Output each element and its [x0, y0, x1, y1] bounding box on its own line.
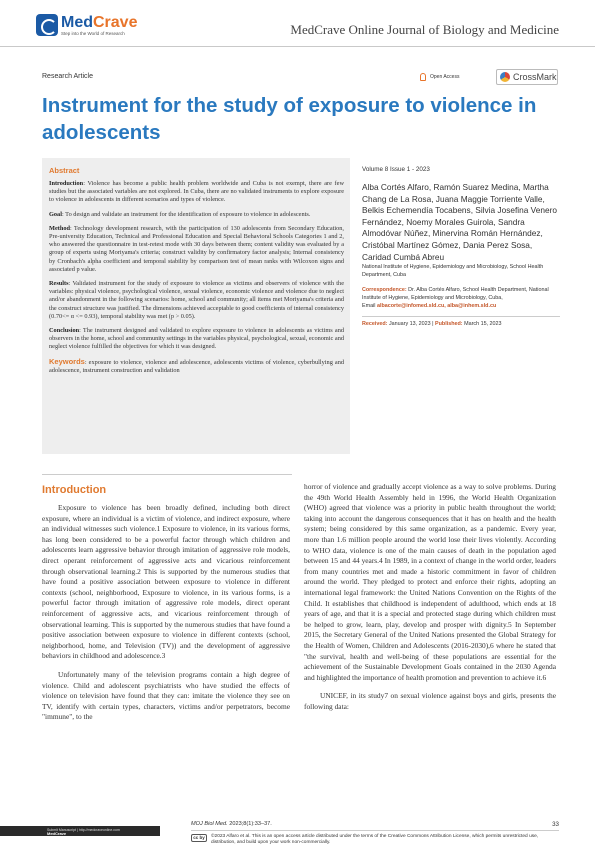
journal-name: MedCrave Online Journal of Biology and Medicine	[290, 22, 559, 37]
correspondence: Correspondence: Dr. Alba Cortés Alfaro, School Health Department, National Institute of Hygiene, Epidemiology and Microbiology, Cuba, Email albacorte@infomed.sld.cu, alba@inhem.sld.cu	[362, 287, 549, 309]
open-access-icon	[420, 73, 426, 81]
submit-manuscript-link[interactable]: Submit Manuscript | http://medcraveonline.com	[47, 828, 120, 832]
author-list: Alba Cortés Alfaro, Ramón Suarez Medina, Martha Chang de La Rosa, Juana Maggie Torriente Valle, Belkis Echemendía Tocabens, Silvia Josefina Venero Fernández, Noemy Morales Guirola, Sandra Almodóvar Núñez, Minervina Román Hernández, Cristóbal Martínez Gómez, Dania Perez Sosa, Caridad Cumbá Abreu	[362, 182, 557, 262]
logo-tagline: Step into the World of Research	[61, 30, 125, 36]
email-link[interactable]: albacorte@infomed.sld.cu, alba@inhem.sld.cu	[376, 302, 497, 309]
medcrave-logo[interactable]	[36, 14, 137, 36]
journal-header	[0, 0, 595, 56]
crossmark-label: CrossMark	[513, 72, 557, 82]
footer-divider	[191, 830, 559, 831]
medcrave-logo-icon	[36, 14, 58, 36]
paragraph: horror of violence and gradually accept violence as a way to solve problems. During the 49th World Health Assembly held in 1996, the World Health Organization (WHO) agreed that violence was a priority in public health throughout the world; taking into account the dangerous consequences that it has on health and the health system; being considered by this same organization, as a pandemic. Every year, more than 1.6 million people around the world lose their lives violently. According to WHO data, violence is one of the main causes of death in the population aged between 15 and 44 years.4 In 1989, in a context of change in the world order, leaders from many countries met and made a historic commitment in favor of children around the world. They pledged to protect and enforce their rights, adopting an international legal framework: the United Nations Convention on the Rights of the Child. It establishes that childhood is independent of adulthood, which ends at 18 years of age, and that it is a special and protected stage during which children must be helped to grow, learn, play, develop and prosper with dignity.5 In September 2015, the Secretary General of the United Nations presented the Global Strategy for the Health of Women, Children and Adolescents (2016-2030),6 where he stated that "the survival, health and well-being of these populations are essential for the achievement of the Sustainable Development Goals contained in the 2030 Agenda and highlighted the importance of health promotion and prevention to achieve it.6	[304, 482, 556, 682]
introduction-divider	[42, 474, 292, 475]
crossmark-icon	[500, 72, 510, 82]
abstract-goal: Goal: To design and validate an instrument for the identification of exposure to violence in adolescents.	[49, 210, 311, 218]
abstract-heading: Abstract	[49, 166, 80, 175]
paragraph: UNICEF, in its study7 on sexual violence against boys and girls, presents the following data:	[304, 691, 556, 711]
paragraph: Unfortunately many of the television programs contain a high degree of violence. Child and adolescent psychiatrists who have studied the effects of violence on television have found that they can: imitate the violence they see on TV, identify with certain types, characters, victims and/or perpetrators, become "immune", to the	[42, 669, 290, 722]
paragraph: Exposure to violence has been broadly defined, including both direct exposure, where an individual is a victim of violence, and indirect exposure, where an individual witnesses such violence.1 Exposure to violence, in its various forms, has long been considered to be a powerful factor through which children and adolescents learn aggressive behavior through imitation of aggressive role models, direct operant reinforcement of aggressive acts and vicarious reinforcement through observational learning.2 This is supported by the numerous studies that have found a positive association between exposure to violence in different contexts (school, neighborhood, Exposure to violence, in its various forms, is a powerful factor through imitation of aggressive role models, direct operant reinforcement of aggressive acts, and vicarious reinforcement through of observational learning. This is supported by the numerous studies that have found a positive association between exposure to violence in different contexts (school, neighborhood, home, and Television (TV)) and the development of aggressive behaviors in childhood and adolescence.3	[42, 503, 290, 661]
abstract-results: Results: Validated instrument for the study of exposure to violence as victims and observers of violence with the variables: physical violence, psychological violence, sexual violence, economic violence and violence due to neglect and/or abandonment in the following scenarios: home, school and community; all items met Moriyama's criteria and the construct structure was justified. The dimensions achieved acceptable to good coefficients of internal consistency (0.70<= α <= 0.93), temporal stability was met (p > 0.05).	[49, 280, 344, 320]
article-dates: Received: January 13, 2023 | Published: March 15, 2023	[362, 321, 502, 328]
volume-issue: Volume 8 Issue 1 - 2023	[362, 166, 430, 173]
citation: MOJ Biol Med. 2023;8(1):33–37.	[191, 821, 272, 827]
abstract-introduction: Introduction: Violence has become a public health problem worldwide and Cuba is not exempt, there are few studies but the associated variables are not explored. In Cuba, there are no validated instruments to explore exposure to violence in adolescents in different scenarios and types of violence.	[49, 180, 344, 204]
dates-divider	[362, 316, 560, 317]
footer-logo: MedCrave	[47, 831, 67, 836]
page-footer	[0, 821, 595, 845]
introduction-heading: Introduction	[42, 484, 107, 496]
affiliation: National Institute of Hygiene, Epidemiology and Microbiology, School Health Department, Cuba	[362, 264, 544, 278]
article-info-sidebar	[362, 166, 560, 327]
abstract-method: Method: Technology development research, with the participation of 130 adolescents from Secondary Education, Pre-university Education, Technical and Professional Education and Special Behavioral Schools Categories 1 and 2, who answered the questionnaire in test-retest mode with 30 days between them; content validity was evaluated by a group of experts using Moriyama's criteria; construct validity by confirmatory factor analysis; Internal consistency by Cronbach's alpha coefficient and temporal stability by comparison test of mean ranks with Wilcoxon signs and associated p value.	[49, 224, 344, 273]
license-text: ©2023 Alfaro et al. This is an open access article distributed under the terms of the Creative Commons Attribution License, which permits unrestricted use, distribution, and build upon your work non-commercially.	[211, 834, 539, 845]
article-title: Instrument for the study of exposure to violence in adolescents	[42, 94, 537, 144]
logo-name: MedCrave	[61, 13, 138, 31]
body-column-left	[42, 503, 290, 731]
open-access-badge	[420, 73, 459, 81]
crossmark-button[interactable]	[496, 69, 558, 85]
abstract-keywords: Keywords: exposure to violence, violence and adolescence, adolescents victims of violence, cyberbullying and adolescence, instrument construction and validation	[49, 356, 344, 374]
abstract-conclusion: Conclusion: The instrument designed and validated to explore exposure to violence in adolescents as victims and observers in the home, school and community settings in the variables physical, psychological, sexual, economic and neglect violence fulfilled the objectives for which it was designed.	[49, 327, 345, 351]
open-access-label: Open Access	[430, 74, 460, 80]
license-notice	[191, 834, 561, 846]
page-number: 33	[552, 821, 559, 828]
abstract-box	[42, 158, 350, 454]
header-divider	[0, 46, 595, 47]
body-column-right	[304, 482, 556, 720]
article-type: Research Article	[42, 73, 93, 80]
creative-commons-icon: cc by	[191, 834, 207, 842]
